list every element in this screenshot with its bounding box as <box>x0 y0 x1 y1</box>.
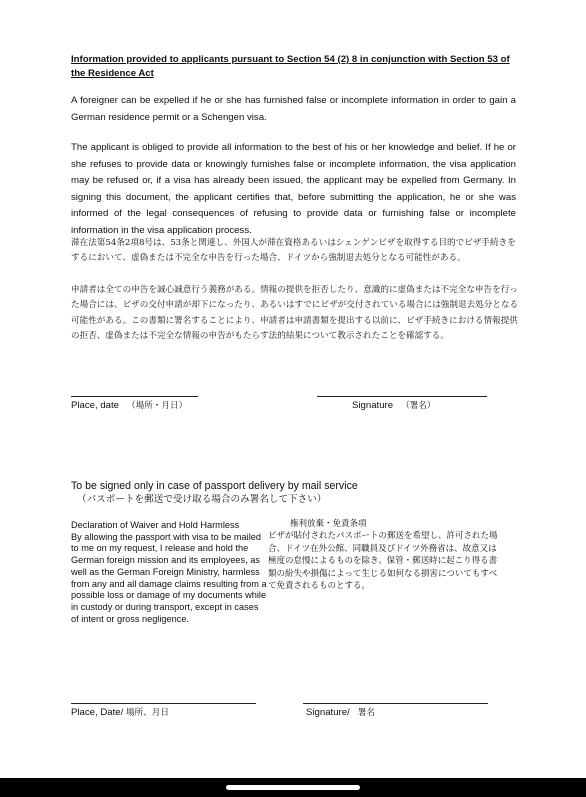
paragraph-expulsion: A foreigner can be expelled if he or she has furnished false or incomplete information in order to gain a German residence permit or a Schengen visa. <box>71 95 516 123</box>
place-date-label-mail: Place, Date/ 場所、月日 <box>71 707 169 718</box>
place-date-line[interactable] <box>71 396 198 397</box>
signature-label: Signature （署名） <box>352 400 436 411</box>
waiver-english <box>71 520 267 625</box>
paragraph-ja-obligation: 申請者は全ての申告を誠心誠意行う義務がある。情報の提供を拒否したり、意識的に虚偽または不完全な申告を行った場合には、ビザの交付申請が却下になったり、あるいはすでにビザが交付されている場合には強制退去処分となる可能性がある。この書類に署名することにより、申請者は申請書類を提出する以前に、ビザ手続きにおける情報提供の拒否、虚偽または不完全な情報の申告がもたらす法的結果について教示されたことを確認する。 <box>71 285 519 341</box>
waiver-body-ja: ビザが貼付されたパスポートの郵送を希望し、許可された場合、ドイツ在外公館、同職員及びドイツ外務省は、故意又は極度の怠慢によるものを除き、保管・郵送時に起こり得る書類の紛失や損傷によって生じる如何なる損害についてもすべて免責されるものとする。 <box>268 531 498 592</box>
waiver-title-ja: 権利放棄・免責条項 <box>290 519 367 529</box>
waiver-japanese <box>268 518 504 592</box>
waiver-body-en: By allowing the passport with visa to be mailed to me on my request, I release and hold the German foreign mission and its employees, as well as the German Foreign Ministry, harmless from any and all damage claims resulting from a possible loss or damage of my documents while in custody or during transport, except in cases of intent or gross negligence. <box>71 531 267 624</box>
mail-delivery-title: To be signed only in case of passport delivery by mail service <box>71 480 358 492</box>
signature-line-mail[interactable] <box>303 703 488 704</box>
section-heading: Information provided to applicants pursuant to Section 54 (2) 8 in conjunction with Section 53 of the Residence Act <box>71 54 510 79</box>
signature-line[interactable] <box>317 396 487 397</box>
place-date-label: Place, date （場所・月日） <box>71 400 188 411</box>
mail-delivery-subtitle: （パスポートを郵送で受け取る場合のみ署名して下さい） <box>77 494 327 505</box>
paragraph-obligation: The applicant is obliged to provide all information to the best of his or her knowledge and belief. If he or she refuses to provide data or knowingly furnishes false or incomplete information, the visa application may be refused or, if a visa has already been issued, the applicant may be expelled from Germany. In signing this document, the applicant certifies that, before submitting the application, he or she was informed of the legal consequences of refusing to provide data or furnishing false or incomplete information in the visa application process. <box>71 142 516 236</box>
waiver-title-en: Declaration of Waiver and Hold Harmless <box>71 520 240 530</box>
place-date-line-mail[interactable] <box>71 703 256 704</box>
home-indicator[interactable] <box>226 785 360 790</box>
paragraph-ja-expulsion: 滞在法第54条2項8号は、53条と関連し、外国人が滞在資格あるいはシェンゲンビザを取得する目的でビザ手続きをするにおいて、虚偽または不完全な申告を行った場合、ドイツから強制退去処分となる可能性がある。 <box>71 238 516 264</box>
signature-label-mail: Signature/ 署名 <box>306 707 375 718</box>
